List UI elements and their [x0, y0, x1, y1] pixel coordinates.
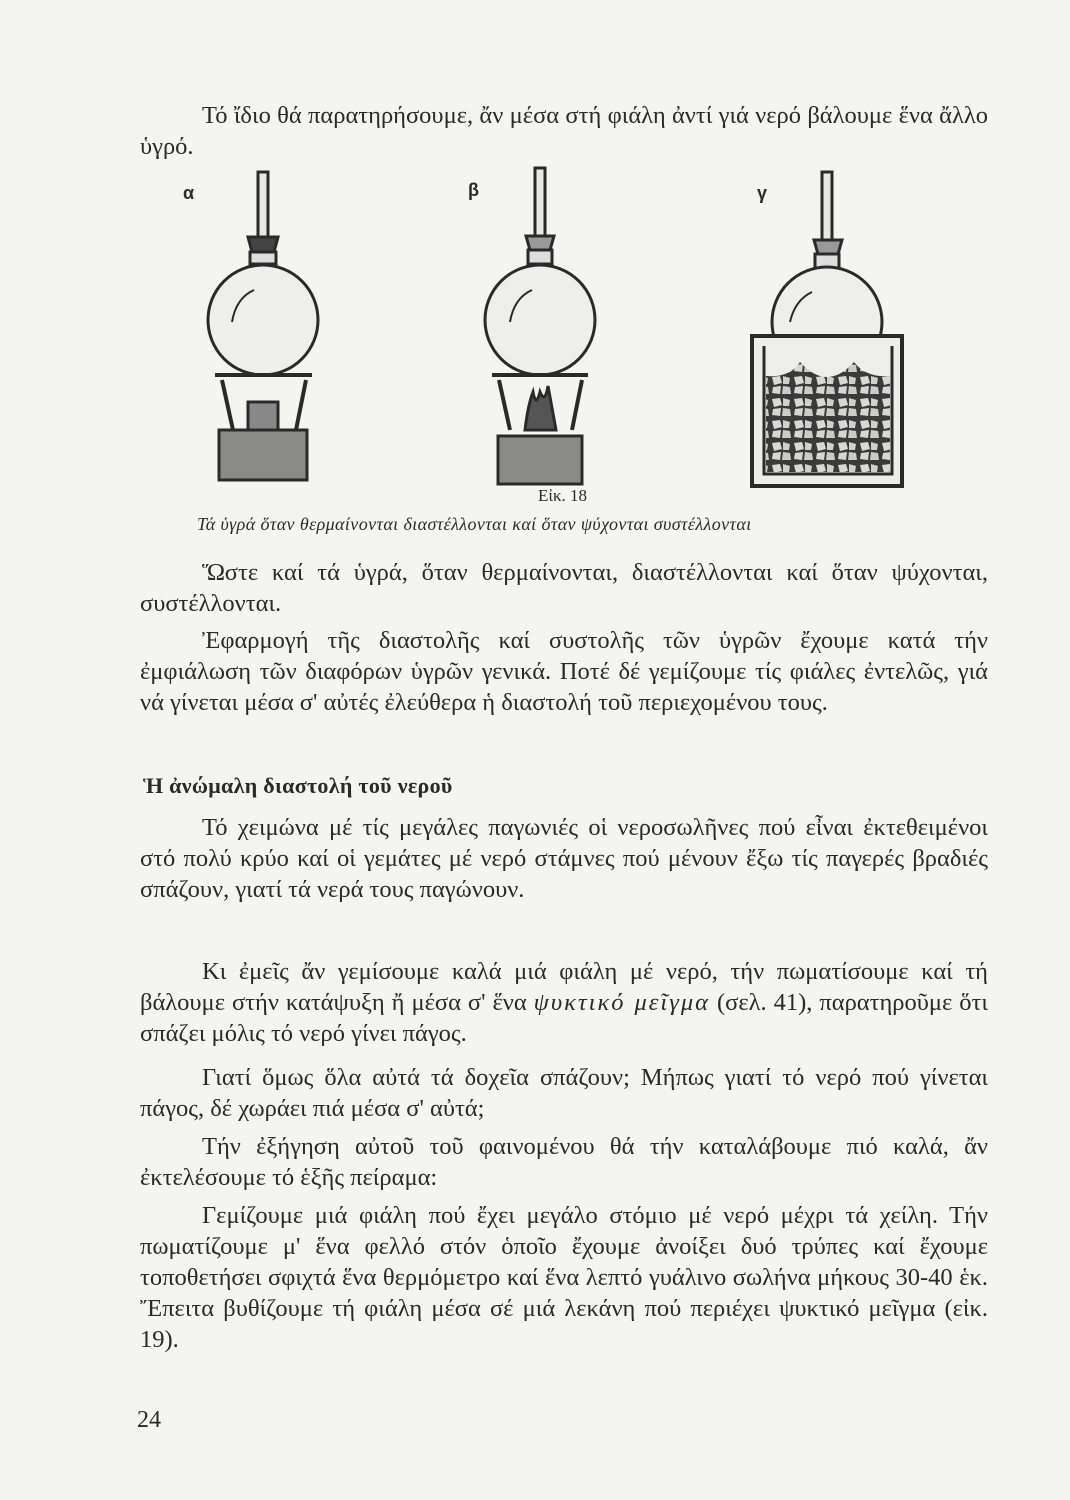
paragraph-winter-pipes: Τό χειμώνα μέ τίς μεγάλες παγωνιές οἱ νεροσωλῆνες πού εἶναι ἐκτεθειμένοι στό πολύ κρύο καί οἱ γεμάτες μέ νερό στάμνες πού μένουν ἔξω τίς παγερές βραδιές σπάζουν, γιατί τά νερά τους παγώνουν.	[140, 814, 988, 903]
paragraph-explanation: Τήν ἐξήγηση αὐτοῦ τοῦ φαινομένου θά τήν καταλάβουμε πιό καλά, ἄν ἐκτελέσουμε τό ἑξῆς πείραμα:	[140, 1133, 988, 1191]
paragraph-bottling: Ἐφαρμογή τῆς διαστολῆς καί συστολῆς τῶν ὑγρῶν ἔχουμε κατά τήν ἐμφιάλωση τῶν διαφόρων ὑγρῶν γενικά. Ποτέ δέ γεμίζουμε τίς φιάλες ἐντελῶς, γιά νά γίνεται μέσα σ' αὐτές ἐλεύθερα ἡ διαστολή τοῦ περιεχομένου τους.	[140, 627, 988, 716]
figure-label-alpha: α	[183, 183, 195, 203]
page-number: 24	[137, 1407, 161, 1433]
intro-paragraph: Τό ἴδιο θά παρατηρήσουμε, ἄν μέσα στή φιάλη ἀντί γιά νερό βάλουμε ἕνα ἄλλο ὑγρό.	[140, 102, 988, 160]
paragraph-experiment: Γεμίζουμε μιά φιάλη πού ἔχει μεγάλο στόμιο μέ νερό μέχρι τά χείλη. Τήν πωματίζουμε μ' ἕνα φελλό στόν ὁποῖο ἔχουμε ἀνοίξει δυό τρύπες καί ἔχουμε τοποθετήσει σφιχτά ἕνα θερμόμετρο καί ἕνα λεπτό γυάλινο σωλήνα μήκους 30-40 ἑκ. Ἔπειτα βυθίζουμε τή φιάλη μέσα σέ μιά λεκάνη πού περιέχει ψυκτικό μεῖγμα (εἰκ. 19).	[140, 1202, 988, 1353]
figure-18-illustration	[0, 0, 1070, 520]
figure-label-beta: β	[468, 180, 479, 200]
paragraph-liquids-contract: Ὥστε καί τά ὑγρά, ὅταν θερμαίνονται, διαστέλλονται καί ὅταν ψύχονται, συστέλλονται.	[140, 559, 988, 617]
figure-caption: Τά ὑγρά ὅταν θερμαίνονται διαστέλλονται καί ὅταν ψύχονται συστέλλονται	[197, 514, 752, 534]
paragraph-text: (σελ. 41), παρατηροῦμε ὅτι σπάζει μόλις τό νερό γίνει πάγος.	[140, 989, 988, 1047]
paragraph-freezer-bottle	[140, 956, 988, 1049]
figure-number: Εἰκ. 18	[538, 486, 588, 505]
paragraph-why-break: Γιατί ὅμως ὅλα αὐτά τά δοχεῖα σπάζουν; Μήπως γιατί τό νερό πού γίνεται πάγος, δέ χωράει πιά μέσα σ' αὐτά;	[140, 1064, 988, 1122]
cooling-mixture-term: ψυκτικό μεῖγμα	[533, 989, 711, 1016]
figure-label-gamma: γ	[757, 183, 768, 203]
apparatus-beta	[485, 168, 595, 484]
section-heading: Ἡ ἀνώμαλη διαστολή τοῦ νεροῦ	[143, 773, 453, 798]
apparatus-gamma	[752, 172, 902, 486]
paragraph-text: Κι ἐμεῖς ἄν γεμίσουμε καλά μιά φιάλη μέ νερό, τήν πωματίσουμε καί τή βάλουμε στήν κατάψυξη ἤ μέσα σ' ἕνα	[140, 958, 988, 1016]
apparatus-alpha	[208, 172, 318, 480]
